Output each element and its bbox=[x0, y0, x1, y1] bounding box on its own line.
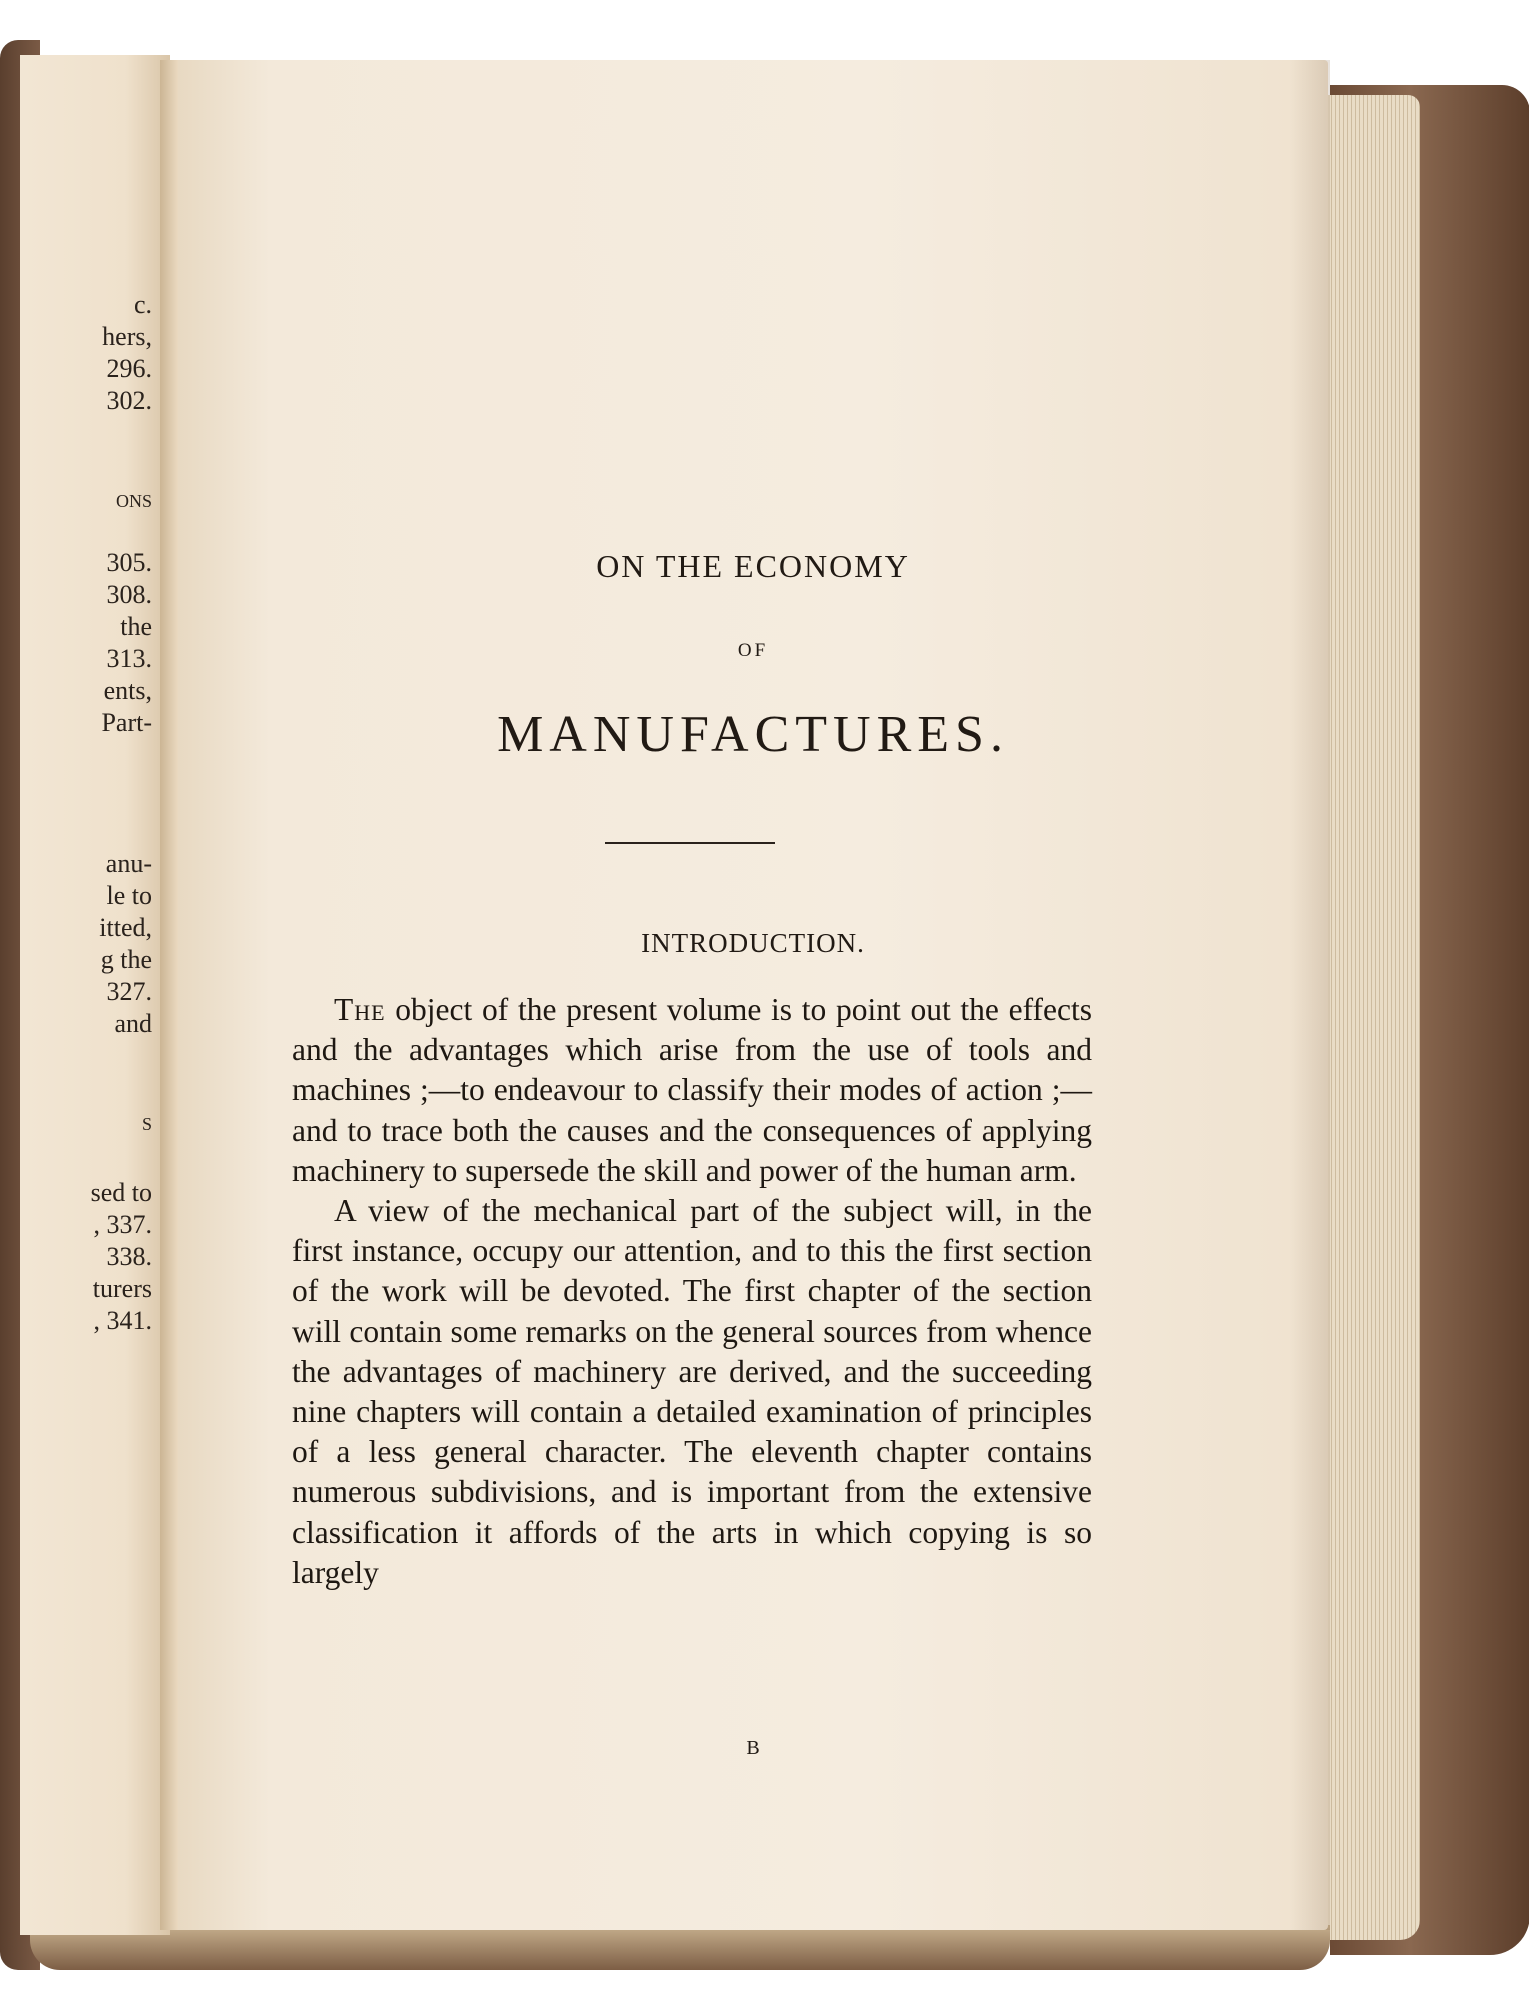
left-page-line: turers bbox=[92, 1274, 152, 1303]
paragraph-1-lead: The bbox=[334, 992, 386, 1027]
title-line-3: MANUFACTURES. bbox=[497, 706, 1009, 763]
signature-mark: B bbox=[746, 1737, 760, 1759]
left-page-line: 338. bbox=[106, 1242, 152, 1271]
left-page bbox=[20, 55, 170, 1935]
left-page-line: 313. bbox=[106, 644, 152, 673]
left-page-line: g the bbox=[100, 945, 152, 974]
paragraph-1 bbox=[292, 990, 1092, 1191]
left-page-line: , 337. bbox=[93, 1210, 152, 1239]
page-edge-shadow bbox=[1290, 60, 1330, 1930]
left-page-line: sed to bbox=[90, 1178, 152, 1207]
left-page-line: ONS bbox=[115, 491, 152, 511]
title-rule bbox=[605, 842, 775, 844]
left-page-line: itted, bbox=[99, 913, 152, 942]
left-page-line: Part- bbox=[101, 708, 152, 737]
left-page-line: and bbox=[114, 1009, 152, 1038]
left-page-line: anu- bbox=[105, 849, 152, 878]
left-page-line: hers, bbox=[102, 322, 152, 351]
title-line-1: ON THE ECONOMY bbox=[596, 548, 910, 584]
left-page-line: S bbox=[141, 1114, 152, 1134]
left-page-line: le to bbox=[106, 881, 152, 910]
body-text bbox=[292, 990, 1092, 1593]
left-page-line: 305. bbox=[106, 548, 152, 577]
title-line-2: OF bbox=[737, 640, 769, 661]
section-heading: INTRODUCTION. bbox=[641, 928, 865, 958]
left-page-line: 327. bbox=[106, 977, 152, 1006]
left-page-line: 296. bbox=[106, 354, 152, 383]
left-page-line: the bbox=[120, 612, 152, 641]
left-page-line: 302. bbox=[106, 386, 152, 415]
paragraph-1-text: object of the present volume is to point out the effects and the advantages which arise from the use of tools and machines ;—to endeavour to classify their modes of action ;—and to trace both the causes and the consequences of applying machinery to supersede the skill and power of the human arm. bbox=[292, 992, 1092, 1188]
left-page-line: ents, bbox=[103, 676, 152, 705]
book-bottom-edge bbox=[30, 1925, 1330, 1970]
left-page-line: , 341. bbox=[93, 1306, 152, 1335]
paragraph-2: A view of the mechanical part of the subject will, in the first instance, occupy our attention, and to this the first section of the work will be devoted. The first chapter of the section will contain some remarks on the general sources from whence the advantages of machinery are derived, and the succeeding nine chapters will contain a detailed examination of principles of a less general character. The eleventh chapter contains numerous subdivisions, and is important from the extensive classification it affords of the arts in which copying is so largely bbox=[292, 1193, 1092, 1590]
left-page-line: 308. bbox=[106, 580, 152, 609]
left-page-line: c. bbox=[133, 290, 152, 319]
